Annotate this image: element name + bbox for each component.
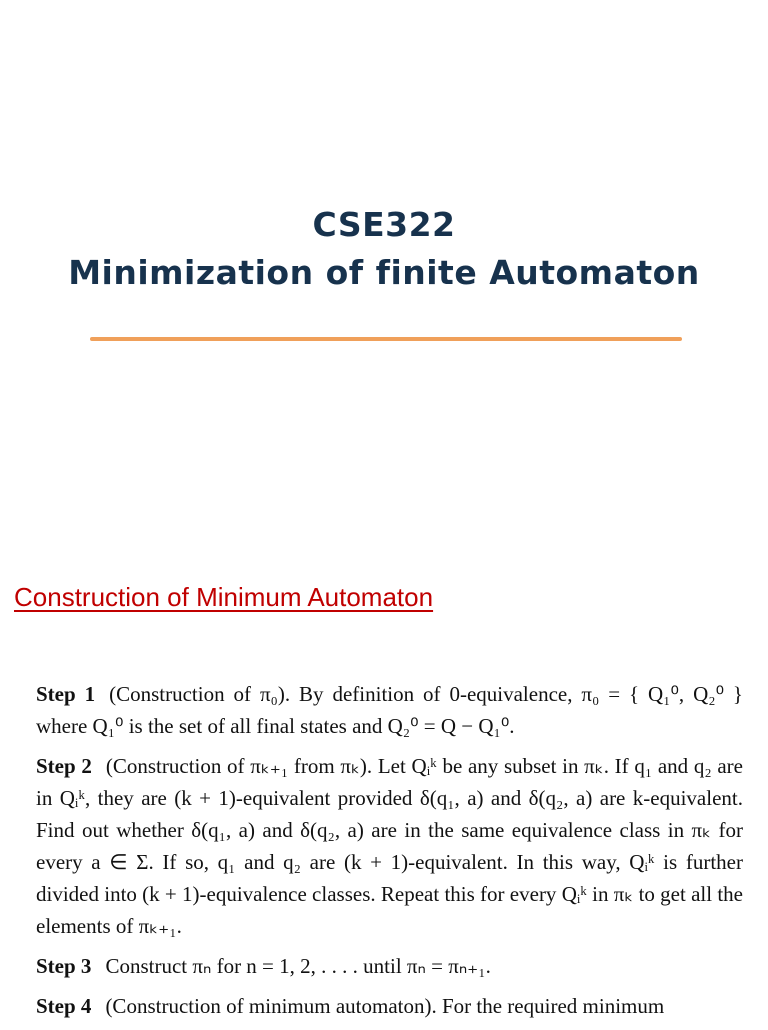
step-2	[36, 750, 743, 942]
section-heading: Construction of Minimum Automaton	[14, 582, 434, 612]
step-1	[36, 678, 743, 742]
step-text: (Construction of minimum automaton). For the required minimum	[105, 994, 665, 1018]
slide-title: Minimization of finite Automaton	[68, 253, 700, 292]
title-divider	[90, 337, 682, 341]
step-text: (Construction of πₖ₊₁ from πₖ). Let Qᵢᵏ be any subset in πₖ. If q₁ and q₂ are in Qᵢᵏ, they are (k + 1)-equivalent provided δ(q₁, a) and δ(q₂, a) are k-equivalent. Find out whether δ(q₁, a) and δ(q₂, a) are in the same equivalence class in πₖ for every a ∈ Σ. If so, q₁ and q₂ are (k + 1)-equivalent. In this way, Qᵢᵏ is further divided into (k + 1)-equivalence classes. Repeat this for every Qᵢᵏ in πₖ to get all the elements of πₖ₊₁.	[36, 754, 743, 938]
steps-text	[36, 678, 743, 1030]
step-label: Step 4	[36, 994, 92, 1018]
step-label: Step 3	[36, 954, 92, 978]
step-label: Step 1	[36, 682, 96, 706]
step-text: Construct πₙ for n = 1, 2, . . . . until πₙ = πₙ₊₁.	[105, 954, 491, 978]
course-code: CSE322	[312, 205, 456, 244]
step-3	[36, 950, 743, 982]
step-label: Step 2	[36, 754, 92, 778]
step-text: (Construction of π₀). By definition of 0-equivalence, π₀ = { Q₁⁰, Q₂⁰ } where Q₁⁰ is the set of all final states and Q₂⁰ = Q − Q₁⁰.	[36, 682, 743, 738]
content-slide	[0, 560, 768, 1024]
step-4	[36, 990, 743, 1022]
